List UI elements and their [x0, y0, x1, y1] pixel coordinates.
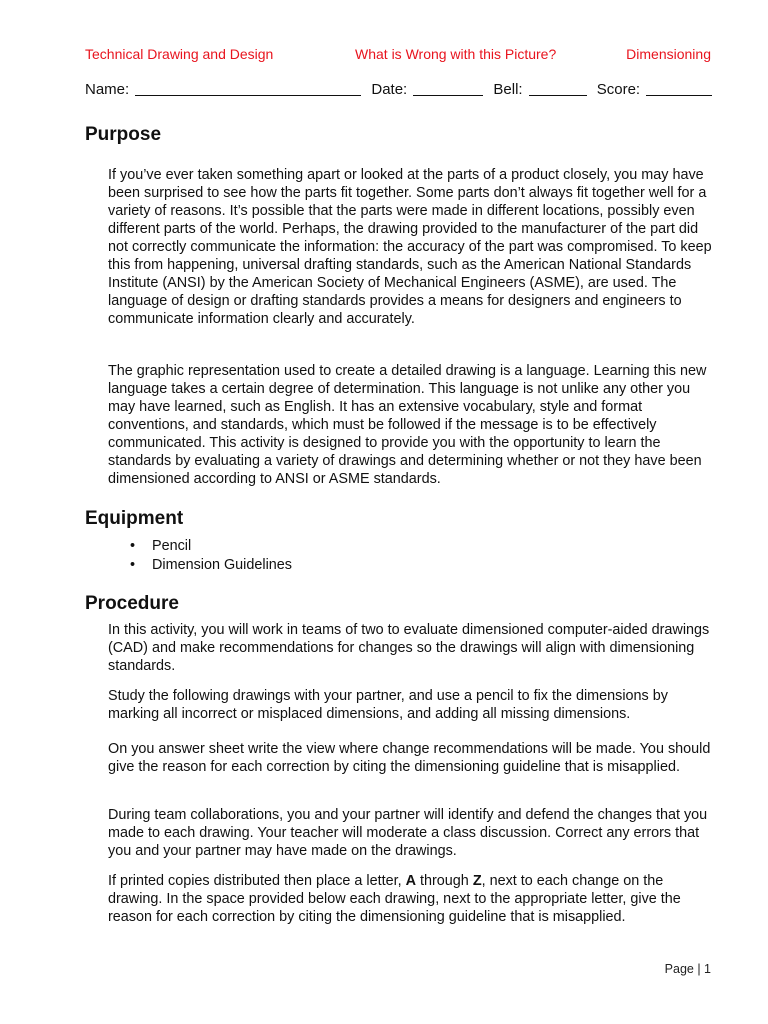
equipment-item-label: Pencil	[152, 538, 192, 554]
header-course-title: Technical Drawing and Design	[85, 46, 274, 62]
page-number: Page | 1	[664, 962, 711, 976]
student-info-line	[85, 81, 705, 98]
date-label: Date:	[371, 81, 408, 98]
procedure-paragraph-1: In this activity, you will work in teams of two to evaluate dimensioned computer-aided drawings (CAD) and make recommendations for changes so the drawings will align with dimensioning standards.	[108, 622, 710, 674]
bullet-icon: •	[130, 538, 136, 554]
letter-a-marker: A	[405, 873, 416, 889]
equipment-heading: Equipment	[85, 508, 184, 529]
purpose-heading: Purpose	[85, 124, 162, 145]
bell-label: Bell:	[493, 81, 523, 98]
list-item	[108, 537, 292, 556]
procedure-paragraph-4: During team collaborations, you and your partner will identify and defend the changes that you made to each drawing. Your teacher will moderate a class discussion. Correct any errors that you and your partner may have made on the drawings.	[108, 807, 708, 859]
date-blank[interactable]	[413, 81, 483, 96]
equipment-item-label: Dimension Guidelines	[152, 557, 292, 573]
procedure-paragraph-2: Study the following drawings with your partner, and use a pencil to fix the dimensions by marking all incorrect or misplaced dimensions, and adding all missing dimensions.	[108, 688, 668, 722]
letter-z-marker: Z	[472, 873, 482, 889]
procedure-p5-text-mid: through	[416, 873, 473, 889]
procedure-p5-text-end: , next to each change on the drawing. In the space provided below each drawing, next to the appropriate letter, give the reason for each correction by citing the dimensioning guideline that is misapplied.	[108, 873, 681, 925]
list-item	[108, 556, 292, 575]
name-blank[interactable]	[135, 81, 361, 96]
procedure-paragraph-3: On you answer sheet write the view where change recommendations will be made. You should give the reason for each correction by citing the dimensioning guideline that is misapplied.	[108, 741, 711, 775]
page-header	[85, 46, 711, 64]
bell-blank[interactable]	[529, 81, 587, 96]
score-blank[interactable]	[646, 81, 712, 96]
procedure-heading: Procedure	[85, 593, 179, 614]
score-label: Score:	[596, 81, 641, 98]
header-unit-title: Dimensioning	[626, 46, 711, 62]
purpose-paragraph-1: If you’ve ever taken something apart or looked at the parts of a product closely, you may have been surprised to see how the parts fit together. Some parts don’t always fit together well for a variety of reasons. It’s possible that the parts were made in different locations, possibly even different parts of the world. Perhaps, the drawing provided to the manufacturer of the part did not correctly communicate the information: the accuracy of the part was compromised. To keep this from happening, universal drafting standards, such as the American National Standards Institute (ANSI) by the American Society of Mechanical Engineers (ASME), are used. The language of design or drafting standards provides a means for designers and engineers to communicate information clearly and accurately.	[108, 167, 712, 327]
name-label: Name:	[85, 81, 130, 98]
procedure-paragraph-5	[108, 872, 713, 926]
equipment-list	[108, 537, 292, 575]
header-activity-title: What is Wrong with this Picture?	[355, 46, 557, 62]
purpose-paragraph-2: The graphic representation used to create a detailed drawing is a language. Learning this new language takes a certain degree of determination. This language is not unlike any other you may have learned, such as English. It has an extensive vocabulary, style and format conventions, and standards, which must be followed if the message is to be effectively communicated. This activity is designed to provide you with the opportunity to learn the standards by evaluating a variety of drawings and determining whether or not they have been dimensioned according to ANSI or ASME standards.	[108, 363, 707, 487]
bullet-icon: •	[130, 557, 136, 573]
procedure-p5-text-start: If printed copies distributed then place a letter,	[108, 873, 406, 889]
